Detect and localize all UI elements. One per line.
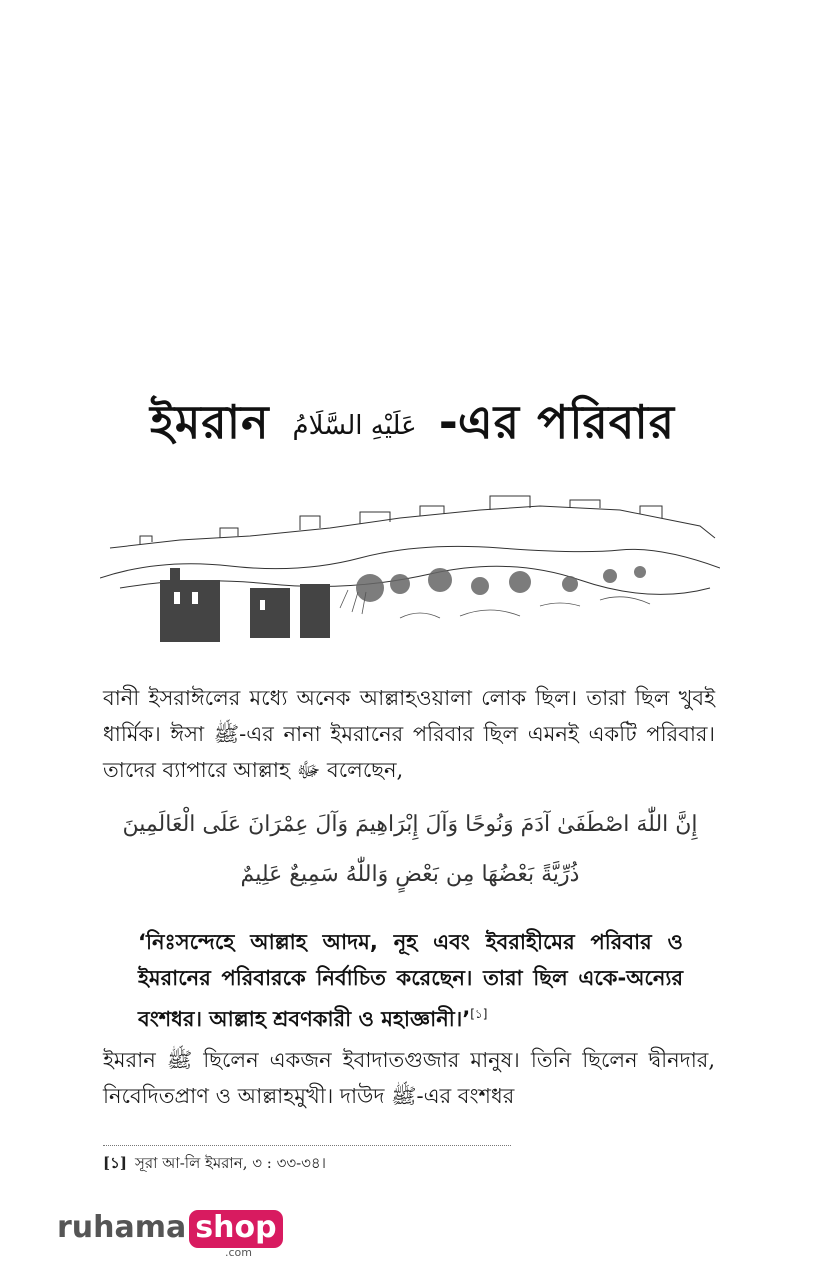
footnote	[103, 1152, 326, 1177]
city-sketch-illustration	[100, 488, 720, 648]
body-paragraph-2: ইমরান ﷺ ছিলেন একজন ইবাদাতগুজার মানুষ। তিনি ছিলেন দ্বীনদার, নিবেদিতপ্রাণ ও আল্লাহমুখী। দাউদ ﷺ-এর বংশধর	[103, 1048, 716, 1108]
footnote-reference[interactable]: [১]	[470, 1007, 488, 1021]
arabic-verse-line-1: إِنَّ اللّٰهَ اصْطَفَىٰ آدَمَ وَنُوحًا وَآلَ إِبْرَاهِيمَ وَآلَ عِمْرَانَ عَلَى الْعَالَمِينَ	[122, 812, 698, 837]
body-paragraph-1: বানী ইসরাঈলের মধ্যে অনেক আল্লাহওয়ালা লোক ছিল। তারা ছিল খুবই ধার্মিক। ঈসা ﷺ-এর নানা ইমরানের পরিবার ছিল এমনই একটি পরিবার। তাদের ব্যাপারে আল্লাহ ﷻ বলেছেন,	[103, 686, 715, 782]
chapter-title	[0, 388, 825, 464]
chapter-title-suffix: -এর পরিবার	[438, 395, 676, 449]
verse-translation-quote	[138, 924, 683, 1037]
footnote-text: সূরা আ-লি ইমরান, ৩ : ৩৩-৩৪।	[134, 1154, 327, 1172]
ruhamashop-logo	[57, 1210, 283, 1259]
footnote-divider	[103, 1145, 511, 1146]
logo-dotcom: .com	[225, 1246, 252, 1259]
footnote-mark: [১]	[103, 1154, 127, 1172]
logo-shop-badge: shop	[189, 1210, 282, 1248]
quote-text: ‘নিঃসন্দেহে আল্লাহ আদম, নূহ এবং ইবরাহীমের পরিবার ও ইমরানের পরিবারকে নির্বাচিত করেছেন। তারা ছিল একে-অন্যের বংশধর। আল্লাহ শ্রবণকারী ও মহাজ্ঞানী।’	[138, 930, 683, 1031]
logo-name: ruhama	[57, 1210, 187, 1245]
honorific-glyph: عَلَيْهِ السَّلَامُ	[292, 410, 417, 441]
chapter-title-name: ইমরান	[149, 395, 270, 449]
arabic-verse-line-2: ذُرِّيَّةً بَعْضُهَا مِن بَعْضٍ وَاللّٰهُ سَمِيعٌ عَلِيمٌ	[240, 862, 580, 887]
